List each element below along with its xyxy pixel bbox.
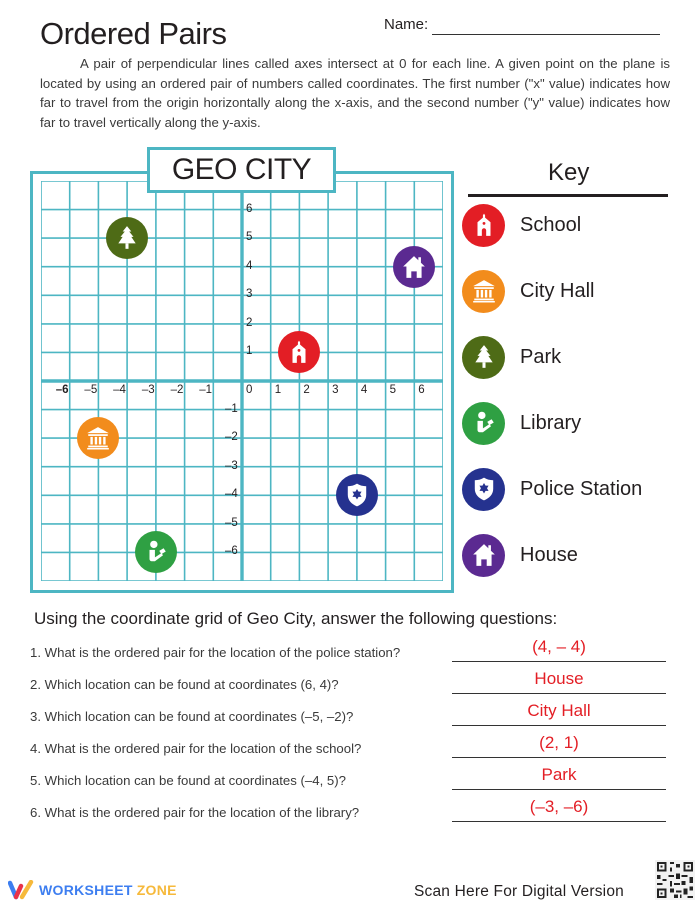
- answer-line[interactable]: [452, 757, 666, 758]
- key-item-library: [462, 401, 581, 445]
- key-divider: [468, 194, 668, 197]
- coordinate-grid: [41, 181, 443, 581]
- answer-text[interactable]: (4, – 4): [532, 637, 586, 656]
- y-tick-label: –6: [225, 545, 238, 558]
- grid-title-box: [147, 147, 336, 193]
- key-item-label: House: [520, 543, 578, 566]
- key-item-school: [462, 203, 581, 247]
- answer-text[interactable]: House: [534, 669, 584, 688]
- answer-line[interactable]: [452, 693, 666, 694]
- answer-text[interactable]: (–3, –6): [529, 797, 589, 816]
- key-item-park: [462, 335, 561, 379]
- key-item-house: [462, 533, 578, 577]
- x-tick-label: –5: [84, 384, 98, 396]
- question-row: [30, 797, 670, 825]
- police-badge-icon: [462, 468, 505, 511]
- key-item-label: School: [520, 213, 582, 236]
- logo-text-worksheet: WORKSHEET: [39, 882, 133, 898]
- answer-text[interactable]: Park: [541, 765, 577, 784]
- key-title: Key: [548, 159, 590, 186]
- worksheet-zone-logo: [8, 880, 177, 900]
- question-row: [30, 765, 670, 793]
- x-tick-label: –6: [55, 384, 69, 396]
- key-item-police-station: [462, 467, 642, 511]
- question-text: 3. Which location can be found at coordinates (–5, –2)?: [30, 709, 354, 724]
- y-tick-label: –5: [225, 516, 238, 529]
- y-tick-label: 4: [246, 259, 253, 272]
- question-row: [30, 669, 670, 697]
- y-tick-label: 6: [246, 202, 253, 215]
- y-tick-label: 5: [246, 231, 253, 244]
- answer-text[interactable]: (2, 1): [539, 733, 579, 752]
- answer-line[interactable]: [452, 725, 666, 726]
- key-item-label: Police Station: [520, 477, 643, 500]
- questions-heading: Using the coordinate grid of Geo City, answer the following questions:: [34, 609, 558, 628]
- answer-line[interactable]: [452, 821, 666, 822]
- house-icon: [462, 534, 505, 577]
- map-point-police-station: [336, 474, 378, 516]
- key-item-label: City Hall: [520, 279, 595, 302]
- name-label: Name:: [384, 16, 429, 33]
- key-item-label: Library: [520, 411, 582, 434]
- qr-code-icon[interactable]: [655, 860, 695, 900]
- page-title: Ordered Pairs: [40, 16, 227, 51]
- question-row: [30, 701, 670, 729]
- answer-line[interactable]: [452, 661, 666, 662]
- intro-paragraph: A pair of perpendicular lines called axes intersect at 0 for each line. A given point on the plane is located by using an ordered pair of numbers called coordinates. The first number ("x" value) indicates how far to travel from the origin horizontally along the x-axis, and the second number ("y" value) indicates how far to travel vertically along the y-axis.: [40, 56, 670, 130]
- map-point-house: [393, 246, 435, 288]
- key-item-label: Park: [520, 345, 562, 368]
- map-point-school: [278, 331, 320, 373]
- logo-text-zone: ZONE: [136, 882, 177, 898]
- y-tick-label: 3: [246, 288, 253, 301]
- map-point-city-hall: [77, 417, 119, 459]
- x-tick-label: –3: [141, 384, 155, 396]
- x-tick-label: 6: [418, 384, 425, 396]
- city-hall-icon: [462, 270, 505, 313]
- question-text: 2. Which location can be found at coordinates (6, 4)?: [30, 677, 339, 692]
- question-text: 1. What is the ordered pair for the location of the police station?: [30, 645, 401, 660]
- scan-text: Scan Here For Digital Version: [414, 883, 624, 900]
- x-tick-label: 5: [389, 384, 396, 396]
- grid-title: GEO CITY: [171, 153, 312, 186]
- tree-icon: [462, 336, 505, 379]
- name-field-line[interactable]: [432, 34, 660, 35]
- answer-text[interactable]: City Hall: [527, 701, 591, 720]
- y-tick-label: –4: [225, 488, 238, 501]
- y-tick-label: –3: [225, 459, 238, 472]
- map-point-park: [106, 217, 148, 259]
- key-item-city-hall: [462, 269, 594, 313]
- school-icon: [462, 204, 505, 247]
- question-text: 6. What is the ordered pair for the location of the library?: [30, 805, 360, 820]
- question-row: [30, 733, 670, 761]
- x-tick-label: 2: [303, 384, 310, 396]
- question-text: 4. What is the ordered pair for the location of the school?: [30, 741, 362, 756]
- y-tick-label: 1: [246, 345, 253, 358]
- x-tick-label: –1: [199, 384, 213, 396]
- question-text: 5. Which location can be found at coordinates (–4, 5)?: [30, 773, 346, 788]
- reader-icon: [462, 402, 505, 445]
- y-tick-label: 2: [246, 316, 253, 329]
- x-tick-label: –2: [170, 384, 184, 396]
- map-point-library: [135, 531, 177, 573]
- x-tick-label: 3: [332, 384, 339, 396]
- x-tick-label: 4: [360, 384, 368, 396]
- x-tick-label: 0: [246, 384, 253, 396]
- x-tick-label: 1: [274, 384, 282, 396]
- x-tick-label: –4: [113, 384, 126, 396]
- logo-w-icon: [8, 880, 34, 900]
- answer-line[interactable]: [452, 789, 666, 790]
- y-tick-label: –1: [225, 402, 238, 415]
- y-tick-label: –2: [225, 431, 238, 444]
- question-row: [30, 637, 670, 665]
